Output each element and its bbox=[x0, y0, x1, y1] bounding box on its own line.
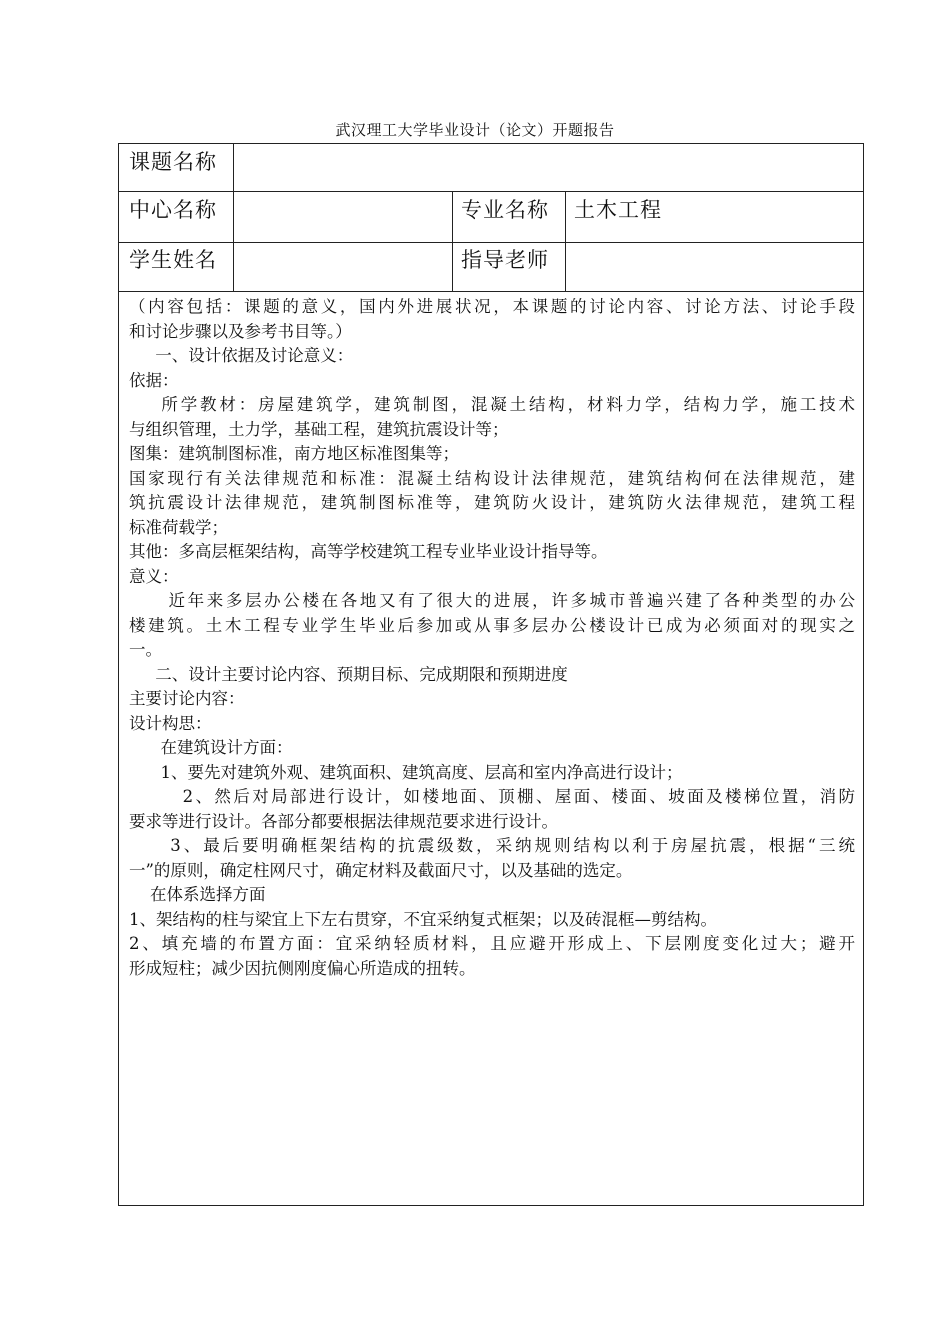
document-title: 武汉理工大学毕业设计（论文）开题报告 bbox=[335, 121, 615, 139]
row-divider bbox=[119, 191, 863, 192]
content-line: 图集：建筑制图标准，南方地区标准图集等； bbox=[129, 444, 459, 463]
center-label: 中心名称 bbox=[129, 198, 217, 222]
section-heading: 二、设计主要讨论内容、预期目标、完成期限和预期进度 bbox=[129, 664, 568, 684]
content-line: 意义： bbox=[129, 566, 179, 586]
major-field: 土木工程 bbox=[574, 198, 662, 222]
content-line: 2、然后对局部进行设计，如楼地面、顶棚、屋面、楼面、坡面及楼梯位置，消防 bbox=[129, 787, 855, 806]
advisor-label: 指导老师 bbox=[461, 248, 549, 272]
column-divider bbox=[233, 144, 234, 291]
content-line: 标准荷载学； bbox=[129, 517, 228, 537]
content-line: 与组织管理，土力学，基础工程，建筑抗震设计等； bbox=[129, 419, 509, 439]
content-line: 和讨论步骤以及参考书目等。） bbox=[129, 321, 352, 341]
content-line: 所学教材：房屋建筑学，建筑制图，混凝土结构，材料力学，结构力学，施工技术 bbox=[129, 395, 855, 414]
content-line: 主要讨论内容： bbox=[129, 689, 245, 708]
content-line: 要求等进行设计。各部分都要根据法律规范要求进行设计。 bbox=[129, 811, 558, 831]
row-divider bbox=[119, 291, 863, 292]
content-line: 依据： bbox=[129, 370, 179, 390]
content-line: 一。 bbox=[129, 640, 162, 659]
report-form bbox=[118, 143, 864, 1206]
column-divider bbox=[452, 191, 453, 291]
content-line: 形成短柱；减少因抗侧刚度偏心所造成的扭转。 bbox=[129, 958, 476, 978]
major-label: 专业名称 bbox=[461, 198, 549, 222]
column-divider bbox=[565, 191, 566, 291]
content-line: （内容包括：课题的意义，国内外进展状况，本课题的讨论内容、讨论方法、讨论手段 bbox=[129, 297, 855, 316]
report-content bbox=[129, 295, 855, 981]
content-line: 2、填充墙的布置方面：宜采纳轻质材料，且应避开形成上、下层刚度变化过大；避开 bbox=[129, 934, 855, 953]
content-line: 一”的原则，确定柱网尺寸，确定材料及截面尺寸，以及基础的选定。 bbox=[129, 860, 633, 880]
row-divider bbox=[119, 242, 863, 243]
student-label: 学生姓名 bbox=[129, 248, 217, 272]
content-line: 在建筑设计方面： bbox=[129, 738, 293, 757]
content-line: 楼建筑。土木工程专业学生毕业后参加或从事多层办公楼设计已成为必须面对的现实之 bbox=[129, 615, 855, 635]
section-heading: 一、设计依据及讨论意义： bbox=[129, 346, 354, 365]
topic-label: 课题名称 bbox=[129, 150, 217, 174]
content-line: 近年来多层办公楼在各地又有了很大的进展，许多城市普遍兴建了各种类型的办公 bbox=[129, 591, 855, 610]
content-line: 其他：多高层框架结构，高等学校建筑工程专业毕业设计指导等。 bbox=[129, 542, 608, 561]
content-line: 筑抗震设计法律规范，建筑制图标准等，建筑防火设计，建筑防火法律规范，建筑工程 bbox=[129, 493, 855, 512]
content-line: 1、要先对建筑外观、建筑面积、建筑高度、层高和室内净高进行设计； bbox=[129, 762, 683, 782]
content-line: 1、架结构的柱与梁宜上下左右贯穿，不宜采纳复式框架；以及砖混框—剪结构。 bbox=[129, 909, 717, 929]
content-line: 国家现行有关法律规范和标准：混凝土结构设计法律规范，建筑结构何在法律规范，建 bbox=[129, 468, 855, 488]
content-line: 在体系选择方面 bbox=[129, 885, 266, 904]
content-line: 3、最后要明确框架结构的抗震级数，采纳规则结构以利于房屋抗震，根据“三统 bbox=[129, 836, 855, 855]
content-line: 设计构思： bbox=[129, 713, 212, 733]
